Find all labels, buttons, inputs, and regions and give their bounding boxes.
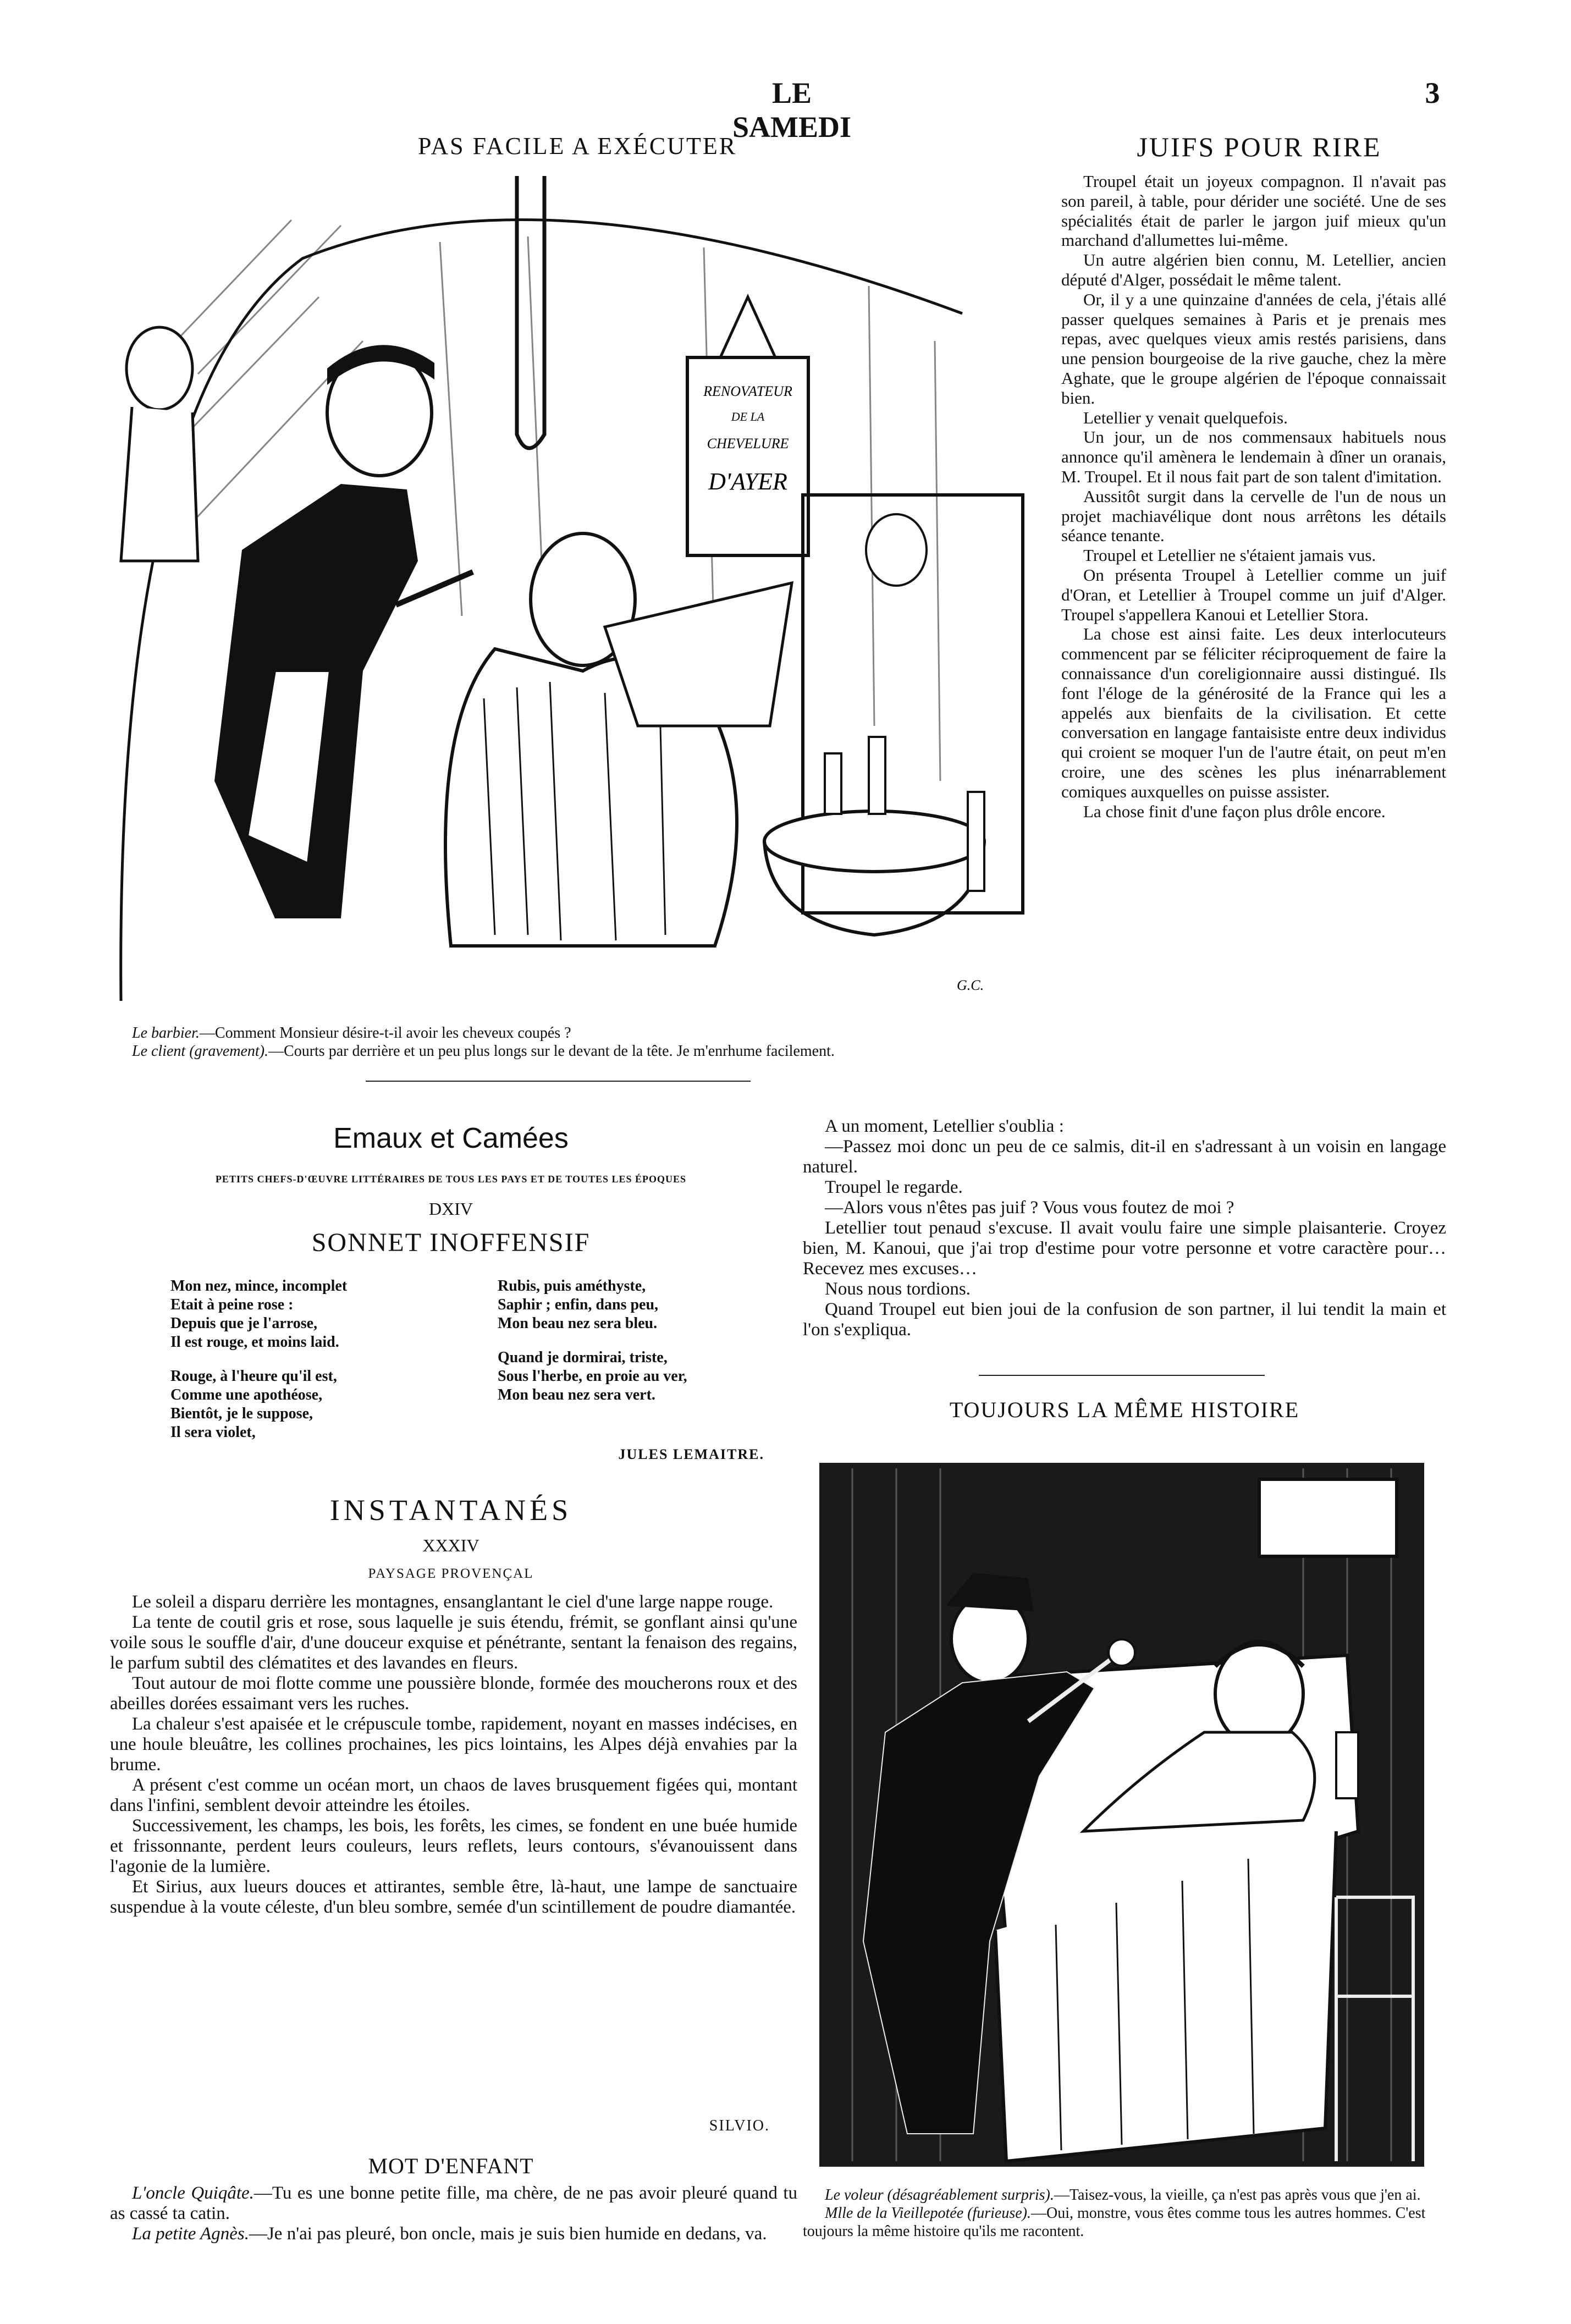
paragraph: Letellier y venait quelquefois. [1083,407,1288,427]
section-title-instantanes: INSTANTANÉS [329,1494,572,1527]
sign-line: DE LA [731,410,765,423]
section-title-mot: MOT D'ENFANT [368,2154,534,2178]
caption-text: —Courts par derrière et un peu plus longs sur le devant de la tête. Je m'enrhume facilement. [268,1043,835,1060]
divider [979,1375,1265,1376]
poem-line: Rubis, puis améthyste, [498,1277,646,1295]
poem-line: Saphir ; enfin, dans peu, [498,1296,659,1313]
paragraph: La chaleur s'est apaisée et le crépuscule tombe, rapidement, noyant en masses indécises, en une houle bleuâtre, les collines prochaines, les pics lointains, les Alpes déjà envahies par la brume. [110,1714,797,1775]
journal-title: LE SAMEDI [732,76,852,144]
poem-line: Mon beau nez sera bleu. [498,1315,658,1332]
caption-speaker: Le barbier. [132,1025,200,1042]
poem-line: Bientôt, je le suppose, [170,1405,313,1422]
caption-speaker: Le client (gravement). [132,1043,269,1060]
section-subtitle-emaux: PETITS CHEFS-D'ŒUVRE LITTÉRAIRES DE TOUS LES PAYS ET DE TOUTES LES ÉPOQUES [215,1174,687,1185]
caption-speaker: Mlle de la Vieillepotée (furieuse). [825,2205,1032,2222]
caption-text: —Taisez-vous, la vieille, ça n'est pas après vous que j'en ai. [1054,2187,1421,2204]
dialogue-line [110,2183,797,2224]
mot-body [110,2183,797,2244]
juifs-column [1061,172,1446,821]
speech: —Tu es une bonne petite fille, ma chère, de ne pas avoir pleuré quand tu as cassé ta catin. [110,2183,797,2223]
poem-line: Etait à peine rose : [170,1296,294,1313]
paragraph: A un moment, Letellier s'oublia : [825,1116,1064,1136]
section-title-toujours: TOUJOURS LA MÊME HISTOIRE [949,1397,1300,1422]
section-title-juifs: JUIFS POUR RIRE [1137,131,1382,162]
poem-line: Quand je dormirai, triste, [498,1349,668,1366]
paragraph: Or, il y a une quinzaine d'années de cela, j'étais allé passer quelques semaines à Paris et je prenais mes repas, avec quelques vieux amis restés parisiens, dans une pension bourgeoise de la rive gauche, chez la mère Aghate, que le groupe algérien de l'époque connaissait bien. [1061,289,1446,407]
sign-line: D'AYER [708,468,787,495]
sign-line: CHEVELURE [707,436,789,451]
dialogue-line [110,2224,797,2244]
stanza [170,1367,456,1442]
poem-line: Sous l'herbe, en proie au ver, [498,1368,687,1385]
barber-illustration [110,176,1045,1012]
page-number: 3 [1425,76,1440,109]
paragraph: Nous nous tordions. [825,1279,971,1299]
caption-line-1 [132,1024,1122,1042]
paragraph: Un jour, un de nos commensaux habituels nous annonce qu'il amènera le lendemain à dîner un oranais, M. Troupel. Et il nous fait part de son talent d'imitation. [1061,427,1446,486]
poem-title: SONNET INOFFENSIF [311,1228,591,1257]
poem-right-column [498,1277,773,1420]
caption-line-2 [803,2204,1452,2240]
stanza [498,1277,773,1333]
speaker: La petite Agnès. [132,2224,249,2244]
instantanes-subtitle: PAYSAGE PROVENÇAL [368,1566,534,1581]
poem-line: Comme une apothéose, [170,1386,323,1403]
caption-text: —Comment Monsieur désire-t-il avoir les cheveux coupés ? [199,1025,571,1042]
paragraph: A présent c'est comme un océan mort, un chaos de laves brusquement figées qui, montant dans l'infini, semblent devoir atteindre les étoiles. [110,1775,797,1815]
instantanes-author: SILVIO. [709,2117,770,2134]
paragraph: Aussitôt surgit dans la cervelle de l'un de nous un projet machiavélique dont nous arrêtons les détails séance tenante. [1061,486,1446,546]
paragraph: Troupel et Letellier ne s'étaient jamais vus. [1083,546,1376,565]
paragraph: Troupel le regarde. [825,1177,963,1197]
svg-text:G.C.: G.C. [957,977,984,993]
instantanes-body [110,1592,797,1918]
section-title-emaux: Emaux et Camées [333,1122,569,1154]
poem-line: Depuis que je l'arrose, [170,1315,318,1332]
poem-author: JULES LEMAITRE. [618,1446,764,1462]
poem-left-column [170,1277,456,1457]
paragraph: La tente de coutil gris et rose, sous laquelle je suis étendu, frémit, se gonflant ainsi qu'une voile sous le souffle d'air, d'une douceur exquise et pénétrante, sentant la fenaison des regains, le parfum subtil des clématites et des lavandes en fleurs. [110,1612,797,1673]
barber-caption [132,1024,1122,1060]
paragraph: On présenta Troupel à Letellier comme un juif d'Oran, et Letellier à Troupel comme un juif d'Alger. Troupel s'appellera Kanoui et Letellier Stora. [1061,565,1446,624]
instantanes-number: XXXIV [422,1535,479,1555]
poem-line: Mon nez, mince, incomplet [170,1277,348,1295]
caption-line-2 [132,1042,1122,1060]
paragraph: Successivement, les champs, les bois, les forêts, les cimes, se fondent en une buée humide et frissonnante, perdent leurs couleurs, leurs reflets, leurs contours, s'évanouissent dans l'agonie de la lumière. [110,1816,797,1876]
illustration-title-barber: PAS FACILE A EXÉCUTER [417,133,737,159]
caption-speaker: Le voleur (désagréablement surpris). [825,2187,1054,2204]
paragraph: La chose finit d'une façon plus drôle encore. [1083,801,1386,821]
paragraph: Tout autour de moi flotte comme une poussière blonde, formée des moucherons roux et des abeilles dorées essaimant vers les ruches. [110,1673,797,1714]
poem-line: Il est rouge, et moins laid. [170,1334,339,1351]
paragraph: —Alors vous n'êtes pas juif ? Vous vous foutez de moi ? [825,1198,1234,1218]
paragraph: Et Sirius, aux lueurs douces et attirantes, semble être, là-haut, une lampe de sanctuaire suspendue à la voute céleste, d'un bleu sombre, semée d'un scintillement de poudre diamantée. [110,1877,797,1917]
paragraph: Un autre algérien bien connu, M. Letellier, ancien député d'Alger, possédait le même talent. [1061,250,1446,289]
juifs-wide-column [803,1116,1446,1340]
paragraph: Quand Troupel eut bien joui de la confusion de son partner, il lui tendit la main et l'on s'expliqua. [803,1299,1446,1340]
speaker: L'oncle Quiqâte. [132,2183,254,2203]
thief-caption [803,2186,1452,2240]
poem-line: Rouge, à l'heure qu'il est, [170,1368,337,1385]
poem-line: Il sera violet, [170,1424,256,1441]
paragraph: Troupel était un joyeux compagnon. Il n'avait pas son pareil, à table, pour dérider une société. Une de ses spécialités était de parler le jargon juif mieux qu'un marchand d'allumettes lui-même. [1061,172,1446,250]
caption-text: —Oui, monstre, vous êtes comme tous les autres hommes. C'est toujours la même histoire qu'ils me racontent. [803,2205,1426,2240]
paragraph: La chose est ainsi faite. Les deux interlocuteurs commencent par se féliciter réciproquement de faire la connaissance d'un coreligionnaire aussi distingué. Ils font l'éloge de la générosité de la France qui les a appelés aux bienfaits de la civilisation. Et cette conversation en langage fantaisiste entre deux individus qui croient se moquer l'un de l'autre était, on peut m'en croire, une des scènes les plus inénarrablement comiques auxquelles on puisse assister. [1061,624,1446,801]
stanza [498,1348,773,1405]
paragraph: —Passez moi donc un peu de ce salmis, dit-il en s'adressant à un voisin en langage naturel. [803,1137,1446,1177]
caption-line-1 [803,2186,1452,2204]
stanza [170,1277,456,1352]
divider [366,1081,751,1082]
thief-illustration [808,1446,1441,2288]
poem-line: Mon beau nez sera vert. [498,1386,655,1403]
paragraph: Le soleil a disparu derrière les montagnes, ensanglantant le ciel d'une large nappe rouge. [132,1592,774,1612]
poem-number: DXIV [429,1199,473,1219]
paragraph: Letellier tout penaud s'excuse. Il avait voulu faire une simple plaisanterie. Croyez bien, M. Kanoui, que j'ai trop d'estime pour votre personne et votre caractère pour… Recevez mes excuses… [803,1218,1446,1279]
speech: —Je n'ai pas pleuré, bon oncle, mais je suis bien humide en dedans, va. [249,2224,767,2244]
sign-line: RENOVATEUR [703,383,792,399]
